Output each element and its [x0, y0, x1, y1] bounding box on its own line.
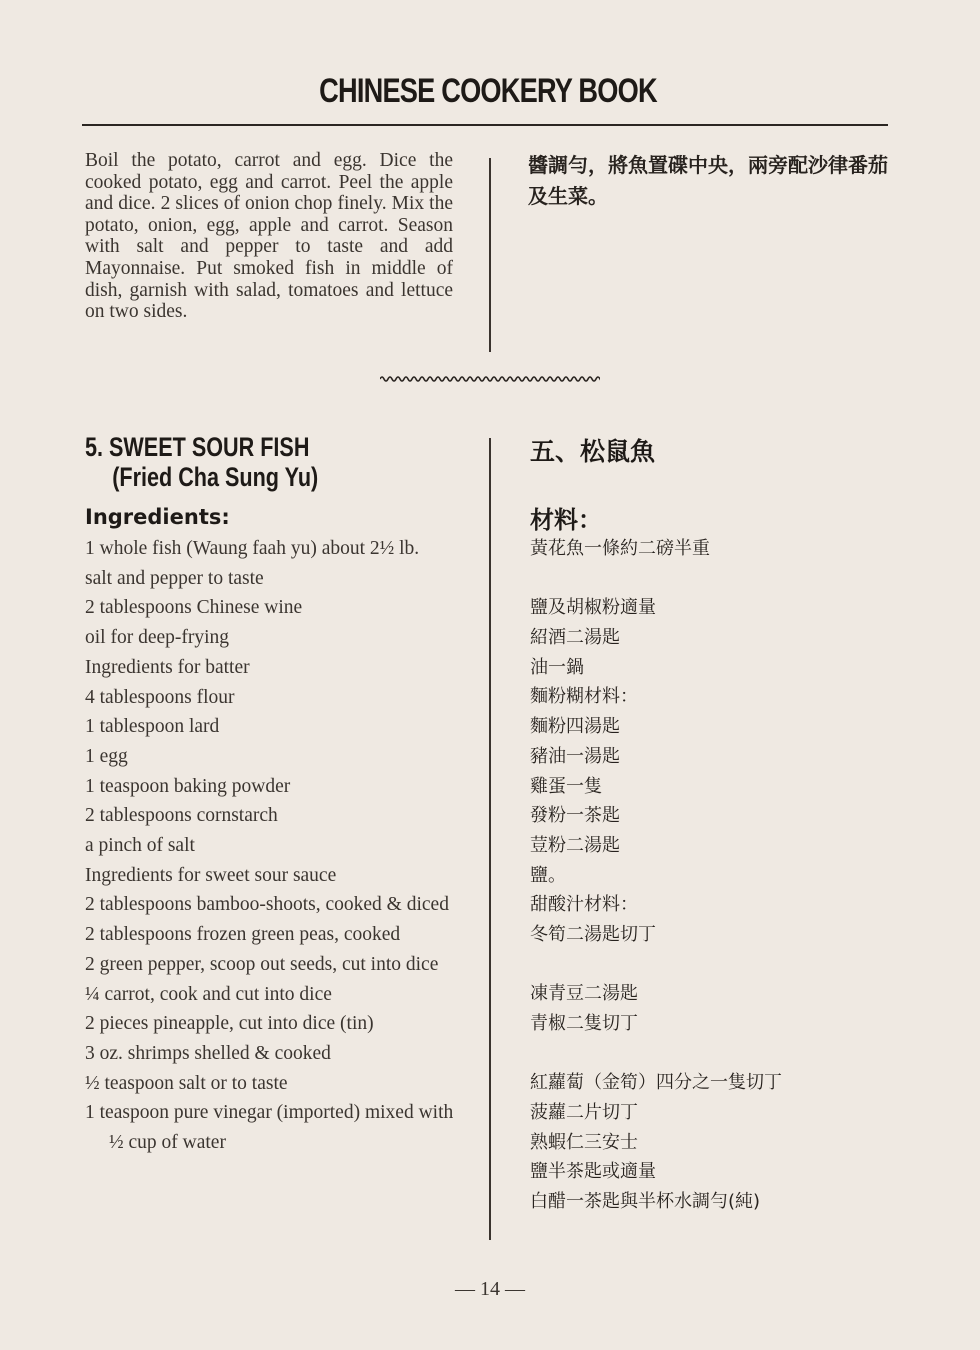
page-number: — 14 —	[455, 1278, 525, 1300]
column-divider-top	[489, 158, 491, 352]
ingredient-item-chinese: 麵粉糊材料：	[530, 686, 638, 708]
recipe-title-line1: 5. SWEET SOUR FISH	[85, 432, 310, 462]
ingredient-item-chinese: 紅蘿蔔（金筍）四分之一隻切丁	[530, 1072, 782, 1094]
ingredient-item-chinese	[530, 950, 910, 980]
ingredient-item-chinese: 冬筍二湯匙切丁	[530, 923, 656, 945]
intro-method-english: Boil the potato, carrot and egg. Dice the cooked potato, egg and carrot. Peel the apple and dice. 2 slices of onion chop finely. Mix the potato, onion, egg, apple and carrot. Season with salt and pepper to taste and add Mayonnaise. Put smoked fish in middle of dish, garnish with salad, tomatoes and lettuce on two sides.	[85, 150, 453, 323]
ingredient-item-chinese: 熟蝦仁三安士	[530, 1131, 638, 1153]
ingredient-item-chinese: 發粉一茶匙	[530, 805, 620, 827]
ingredient-item-chinese: 鹽及胡椒粉適量	[530, 597, 656, 619]
ingredient-item-chinese: 雞蛋一隻	[530, 775, 602, 797]
ingredient-item: Ingredients for batter	[85, 656, 250, 678]
book-title: CHINESE COOKERY BOOK	[319, 72, 657, 110]
ingredient-item: 2 tablespoons cornstarch	[85, 805, 278, 827]
ingredient-item: 2 tablespoons bamboo-shoots, cooked & diced	[85, 894, 449, 916]
ingredient-item: Ingredients for sweet sour sauce	[85, 864, 337, 886]
ingredient-item-chinese: 菠蘿二片切丁	[530, 1102, 638, 1124]
ingredient-item: 3 oz. shrimps shelled & cooked	[85, 1042, 331, 1064]
ingredient-item-chinese: 油一鍋	[530, 656, 584, 678]
ingredient-item-chinese: 黃花魚一條約二磅半重	[530, 538, 710, 559]
ingredient-item: 1 tablespoon lard	[85, 716, 220, 738]
ingredient-item: 1 whole fish (Waung faah yu) about 2½ lb.	[85, 538, 420, 559]
ingredient-item-chinese: 青椒二隻切丁	[530, 1013, 638, 1034]
column-divider-bottom	[489, 438, 491, 1240]
recipe-title-line2: (Fried Cha Sung Yu)	[112, 462, 319, 492]
ingredient-item-chinese: 凍青豆二湯匙	[530, 983, 638, 1005]
ingredient-item: 2 pieces pineapple, cut into dice (tin)	[85, 1013, 374, 1035]
ingredient-item: 1 egg	[85, 745, 128, 767]
ingredient-item: 2 green pepper, scoop out seeds, cut into dice	[85, 953, 439, 975]
ingredient-item-chinese	[530, 1039, 910, 1069]
ingredient-item-chinese: 麵粉四湯匙	[530, 716, 620, 738]
ingredient-item-chinese: 豬油一湯匙	[530, 745, 620, 767]
ingredient-item: ½ teaspoon salt or to taste	[85, 1072, 288, 1094]
ingredients-list-chinese	[530, 534, 910, 1217]
ingredients-heading-english: Ingredients:	[85, 505, 230, 529]
ingredients-heading-chinese: 材料：	[530, 506, 602, 534]
ingredient-item: 1 teaspoon pure vinegar (imported) mixed with ½ cup of water	[85, 1102, 454, 1154]
ingredient-item-chinese	[530, 564, 910, 594]
ingredient-item-chinese: 鹽半茶匙或適量	[530, 1161, 656, 1183]
ingredient-item-chinese: 鹽。	[530, 864, 566, 886]
ingredients-list-english	[85, 534, 460, 1158]
ingredient-item: 1 teaspoon baking powder	[85, 775, 291, 797]
ingredient-item-chinese: 紹酒二湯匙	[530, 627, 620, 649]
ingredient-item-chinese: 甜酸汁材料：	[530, 894, 638, 916]
ingredient-item-chinese: 白醋一茶匙與半杯水調勻(純)	[530, 1191, 761, 1213]
intro-method-chinese: 醬調勻，將魚置碟中央，兩旁配沙律番茄及生菜。	[528, 153, 888, 208]
wavy-separator	[380, 374, 600, 384]
ingredient-item: ¼ carrot, cook and cut into dice	[85, 983, 332, 1005]
ingredient-item: 2 tablespoons Chinese wine	[85, 597, 303, 619]
ingredient-item: 4 tablespoons flour	[85, 686, 235, 708]
ingredient-item: a pinch of salt	[85, 835, 195, 857]
ingredient-item: oil for deep-frying	[85, 627, 230, 649]
ingredient-item-chinese: 荳粉二湯匙	[530, 834, 620, 856]
recipe-title-english	[85, 432, 389, 492]
ingredient-item: 2 tablespoons frozen green peas, cooked	[85, 924, 401, 946]
header-rule	[82, 124, 888, 126]
ingredient-item: salt and pepper to taste	[85, 567, 264, 589]
recipe-title-chinese: 五、松鼠魚	[530, 437, 656, 466]
